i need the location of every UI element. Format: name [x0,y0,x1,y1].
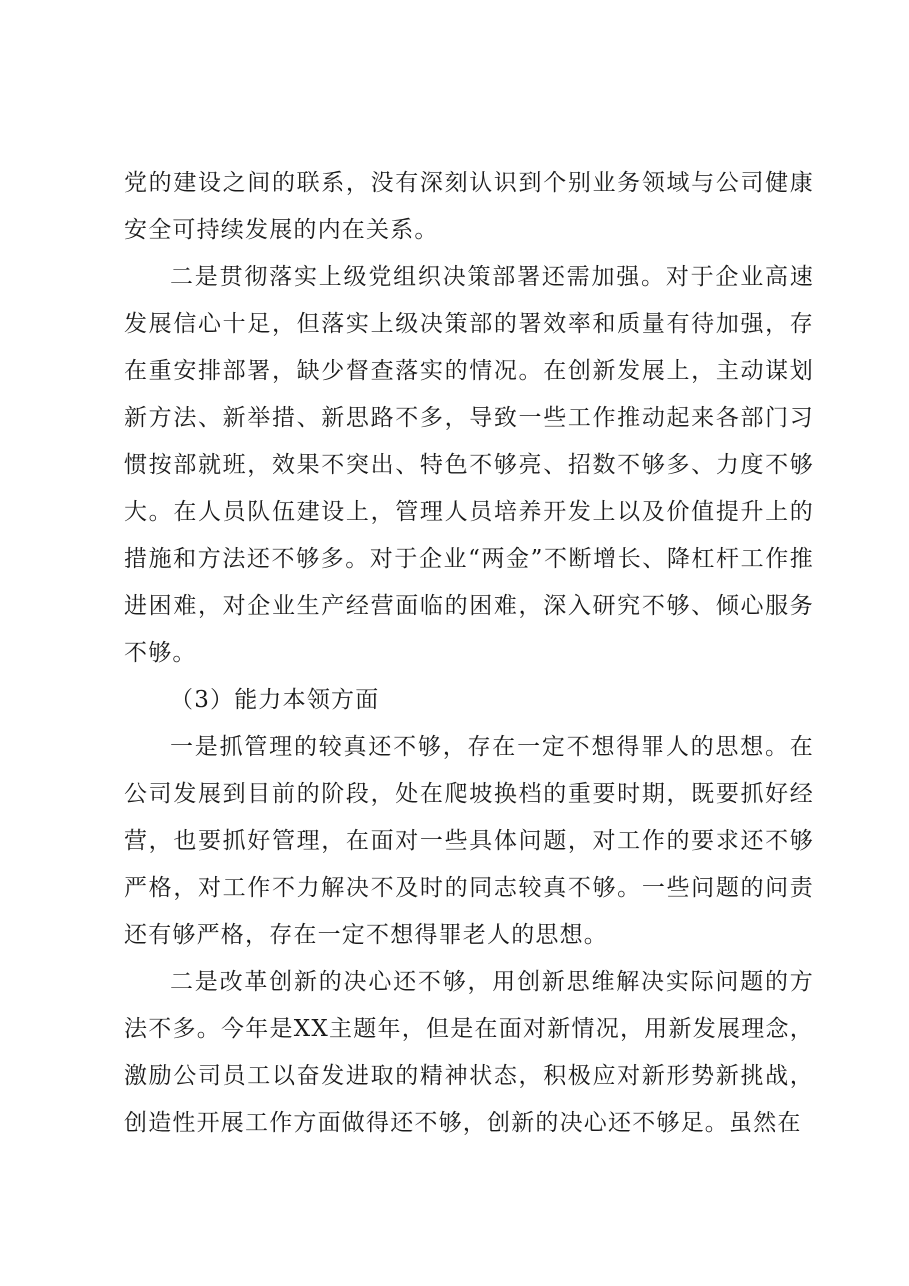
section-heading-capability: （3）能力本领方面 [170,687,380,713]
paragraph-reform-innovation: 二是改革创新的决心还不够，用创新思维解决实际问题的方法不多。今年是XX主题年，但是在面对新情况，用新发展理念，激励公司员工以奋发进取的精神状态，积极应对新形势新挑战，创造性开展工作方面做得还不够，创新的决心还不够足。虽然在 [124,969,814,1136]
paragraph-decision-implementation: 二是贯彻落实上级党组织决策部署还需加强。对于企业高速发展信心十足，但落实上级决策部的署效率和质量有待加强，存在重安排部署，缺少督查落实的情况。在创新发展上，主动谋划新方法、新举措、新思路不多，导致一些工作推动起来各部门习惯按部就班，效果不突出、特色不够亮、招数不够多、力度不够大。在人员队伍建设上，管理人员培养开发上以及价值提升上的措施和方法还不够多。对于企业“两金”不断增长、降杠杆工作推进困难，对企业生产经营面临的困难，深入研究不够、倾心服务不够。 [124,264,814,666]
paragraph-continuation: 党的建设之间的联系，没有深刻认识到个别业务领域与公司健康安全可持续发展的内在关系。 [124,170,814,243]
document-body [124,160,814,1147]
paragraph-management-rigor: 一是抓管理的较真还不够，存在一定不想得罪人的思想。在公司发展到目前的阶段，处在爬坡换档的重要时期，既要抓好经营，也要抓好管理，在面对一些具体问题，对工作的要求还不够严格，对工作不力解决不及时的同志较真不够。一些问题的问责还有够严格，存在一定不想得罪老人的思想。 [124,734,814,948]
